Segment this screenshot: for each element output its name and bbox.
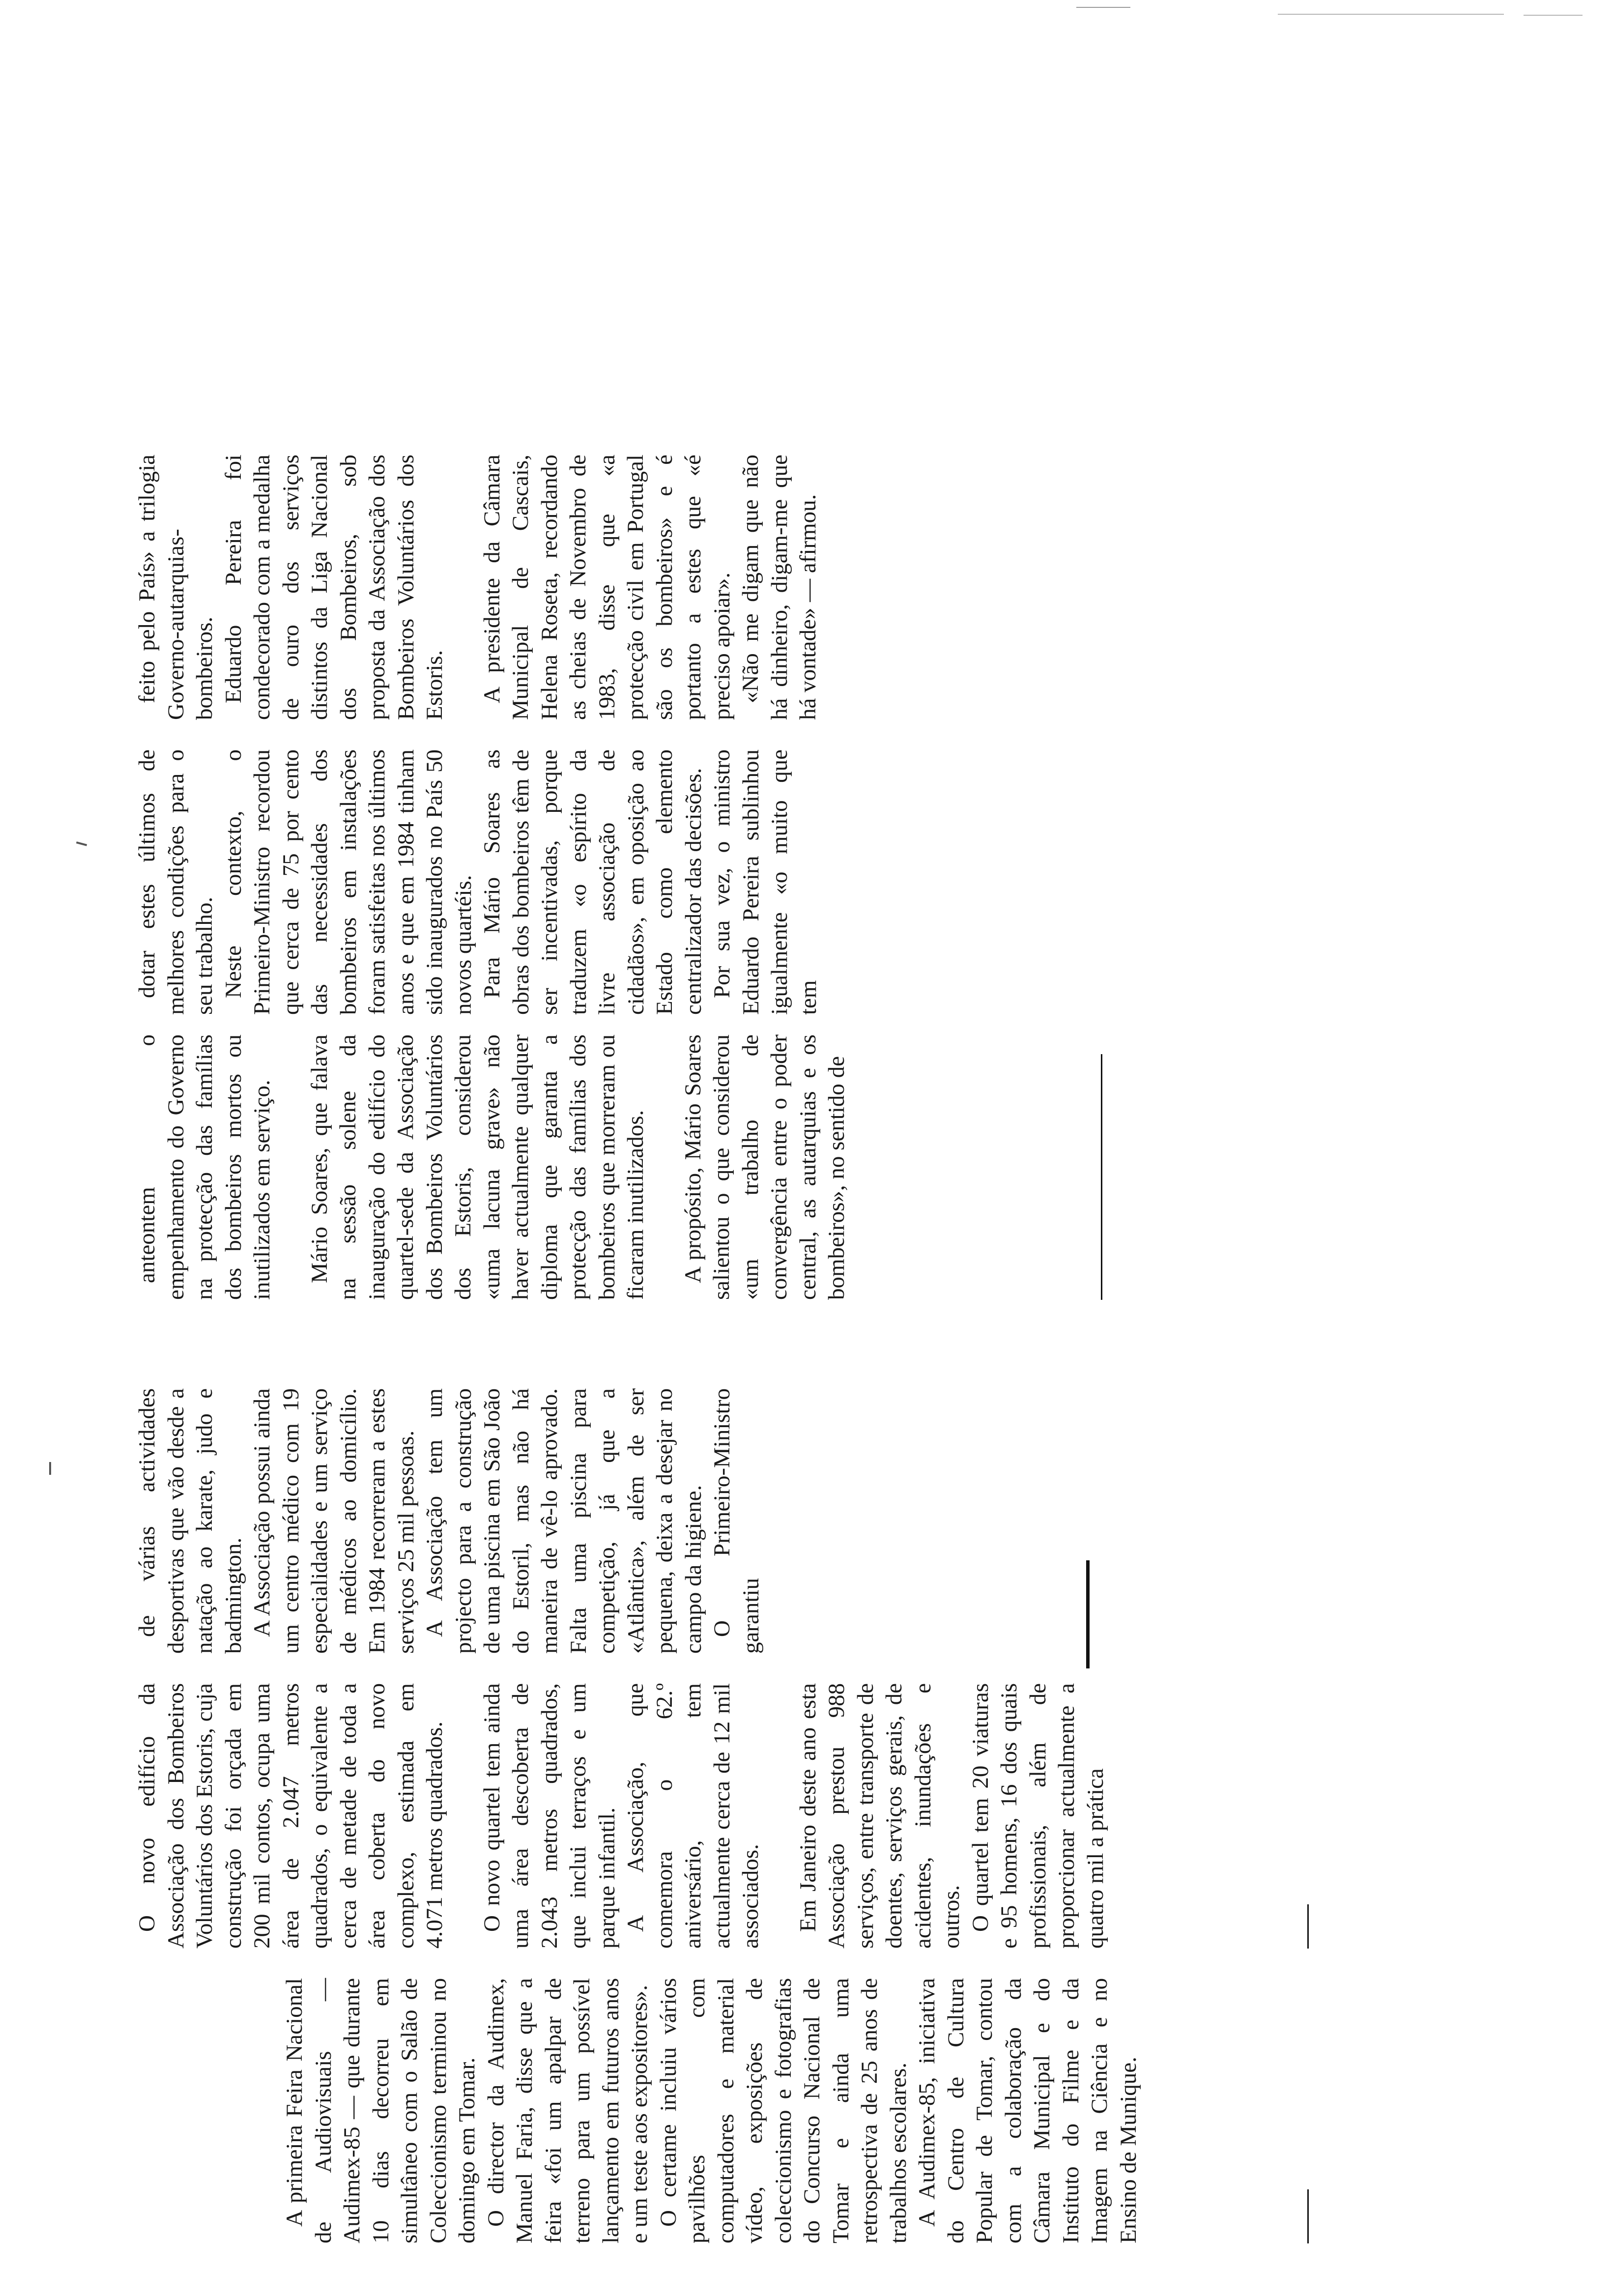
paragraph: A propósito, Mário Soares salientou o que considerou «um trabalho de convergência entre o poder central, as autarquias e os bombeiros», no sentido de [680, 1034, 849, 1300]
newspaper-clipping [113, 165, 1469, 2243]
paragraph: O quartel tem 20 viaturas e 95 homens, 16 dos quais profissionais, além de proporcionar actualmente a quatro mil a prática [967, 1683, 1108, 1949]
paragraph: A Associação tem um projecto para a construção de uma piscina em São João do Estoril, mas não há maneira de vê-lo aprovado. Falta uma piscina para competição, já que a «Atlântica», além de ser pequena, deixa a desejar no campo da higiene. [422, 1388, 706, 1654]
column-5 [133, 749, 823, 1015]
scan-mark [1524, 15, 1583, 16]
paragraph: A presidente da Câmara Municipal de Cascais, Helena Roseta, recordando as cheias de Novembro de 1983, disse que «a protecção civil em Portugal são os bombeiros» e é portanto a estes que «é preciso apoiar». [479, 455, 735, 720]
paragraph: «Não me digam que não há dinheiro, digam-me que há vontade» — afirmou. [738, 455, 821, 720]
paragraph: dotar estes últimos de melhores condições para o seu trabalho. [134, 749, 217, 1015]
paragraph: A Associação, que comemora o 62.º aniversário, tem actualmente cerca de 12 mil associados. [623, 1683, 763, 1949]
scan-speck [49, 1462, 51, 1475]
paragraph: anteontem o empenhamento do Governo na protecção das famílias dos bombeiros mortos ou inutilizados em serviço. [134, 1034, 275, 1300]
column-end-rule [1101, 1054, 1102, 1300]
paragraph: O Primeiro-Ministro garantiu [709, 1388, 764, 1654]
paragraph: de várias actividades desportivas que vão desde a natação ao karate, judo e badmington. [134, 1388, 246, 1654]
paragraph: A primeira Feira Nacional de Audiovisuais — Audimex-85 — que durante 10 dias decorreu em simultâneo com o Salão de Coleccionismo terminou no domingo em Tomar. [282, 1978, 480, 2243]
paragraph: O director da Audimex, Manuel Faria, disse que a feira «foi um apalpar de terreno para um possível lançamento em futuros anos e um teste aos expositores». [483, 1978, 652, 2243]
paragraph: O certame incluiu vários pavilhões com computadores e material vídeo, exposições de coleccionismo e fotografias do Concurso Nacional de Tomar e ainda uma retrospectiva de 25 anos de trabalhos escolares. [655, 1978, 911, 2243]
section-rule [1086, 1560, 1090, 1668]
paragraph: Em Janeiro deste ano esta Associação prestou 988 serviços, entre transporte de doentes, serviços gerais, de acidentes, inundações e outros. [795, 1683, 964, 1949]
paragraph: A Audimex-85, iniciativa do Centro de Cultura Popular de Tomar, contou com a colaboração da Câmara Municipal e do Instituto do Filme e da Imagem na Ciência e no Ensino de Munique. [914, 1978, 1141, 2243]
scan-speck [76, 841, 87, 846]
column-6 [133, 455, 823, 720]
column-3 [133, 1388, 765, 1654]
paragraph: Para Mário Soares as obras dos bombeiros têm de ser incentivadas, porque traduzem «o espírito da livre associação de cidadãos», em oposição ao Estado como elemento centralizador das decisões. [479, 749, 706, 1015]
paragraph: Mário Soares, que falava na sessão solene da inauguração do edifício do quartel-sede da Associação dos Bombeiros Voluntários dos Estoris, considerou «uma lacuna grave» não haver actualmente qualquer diploma que garanta a protecção das famílias dos bombeiros que morreram ou ficaram inutilizados. [306, 1034, 648, 1300]
scan-mark [1076, 7, 1130, 8]
paragraph: A Associação possui ainda um centro médico com 19 especialidades e um serviço de médicos ao domicílio. Em 1984 recorreram a estes serviços 25 mil pessoas. [249, 1388, 419, 1654]
column-1 [280, 1978, 1143, 2243]
column-end-rule [1307, 1904, 1309, 1949]
paragraph: Eduardo Pereira foi condecorado com a medalha de ouro dos serviços distintos da Liga Nacional dos Bombeiros, sob proposta da Associação dos Bombeiros Voluntários dos Estoris. [220, 455, 447, 720]
paragraph: Por sua vez, o ministro Eduardo Pereira sublinhou igualmente «o muito que tem [709, 749, 821, 1015]
paragraph: feito pelo País» a trilogia Governo-autarquias-bombeiros. [134, 455, 217, 720]
paragraph: O novo quartel tem ainda uma área descoberta de 2.043 metros quadrados, que inclui terraços e um parque infantil. [479, 1683, 620, 1949]
paragraph: Neste contexto, o Primeiro-Ministro recordou que cerca de 75 por cento das necessidades dos bombeiros em instalações foram satisfeitas nos últimos anos e que em 1984 tinham sido inaugurados no País 50 novos quartéis. [220, 749, 476, 1015]
column-4 [133, 1034, 851, 1300]
scan-mark [1278, 14, 1504, 15]
column-2 [133, 1683, 1110, 1949]
column-end-rule [1307, 2189, 1309, 2243]
paragraph: O novo edifício da Associação dos Bombeiros Voluntários dos Estoris, cuja construção foi orçada em 200 mil contos, ocupa uma área de 2.047 metros quadrados, o equivalente a cerca de metade de toda a área coberta do novo complexo, estimada em 4.071 metros quadrados. [134, 1683, 447, 1949]
